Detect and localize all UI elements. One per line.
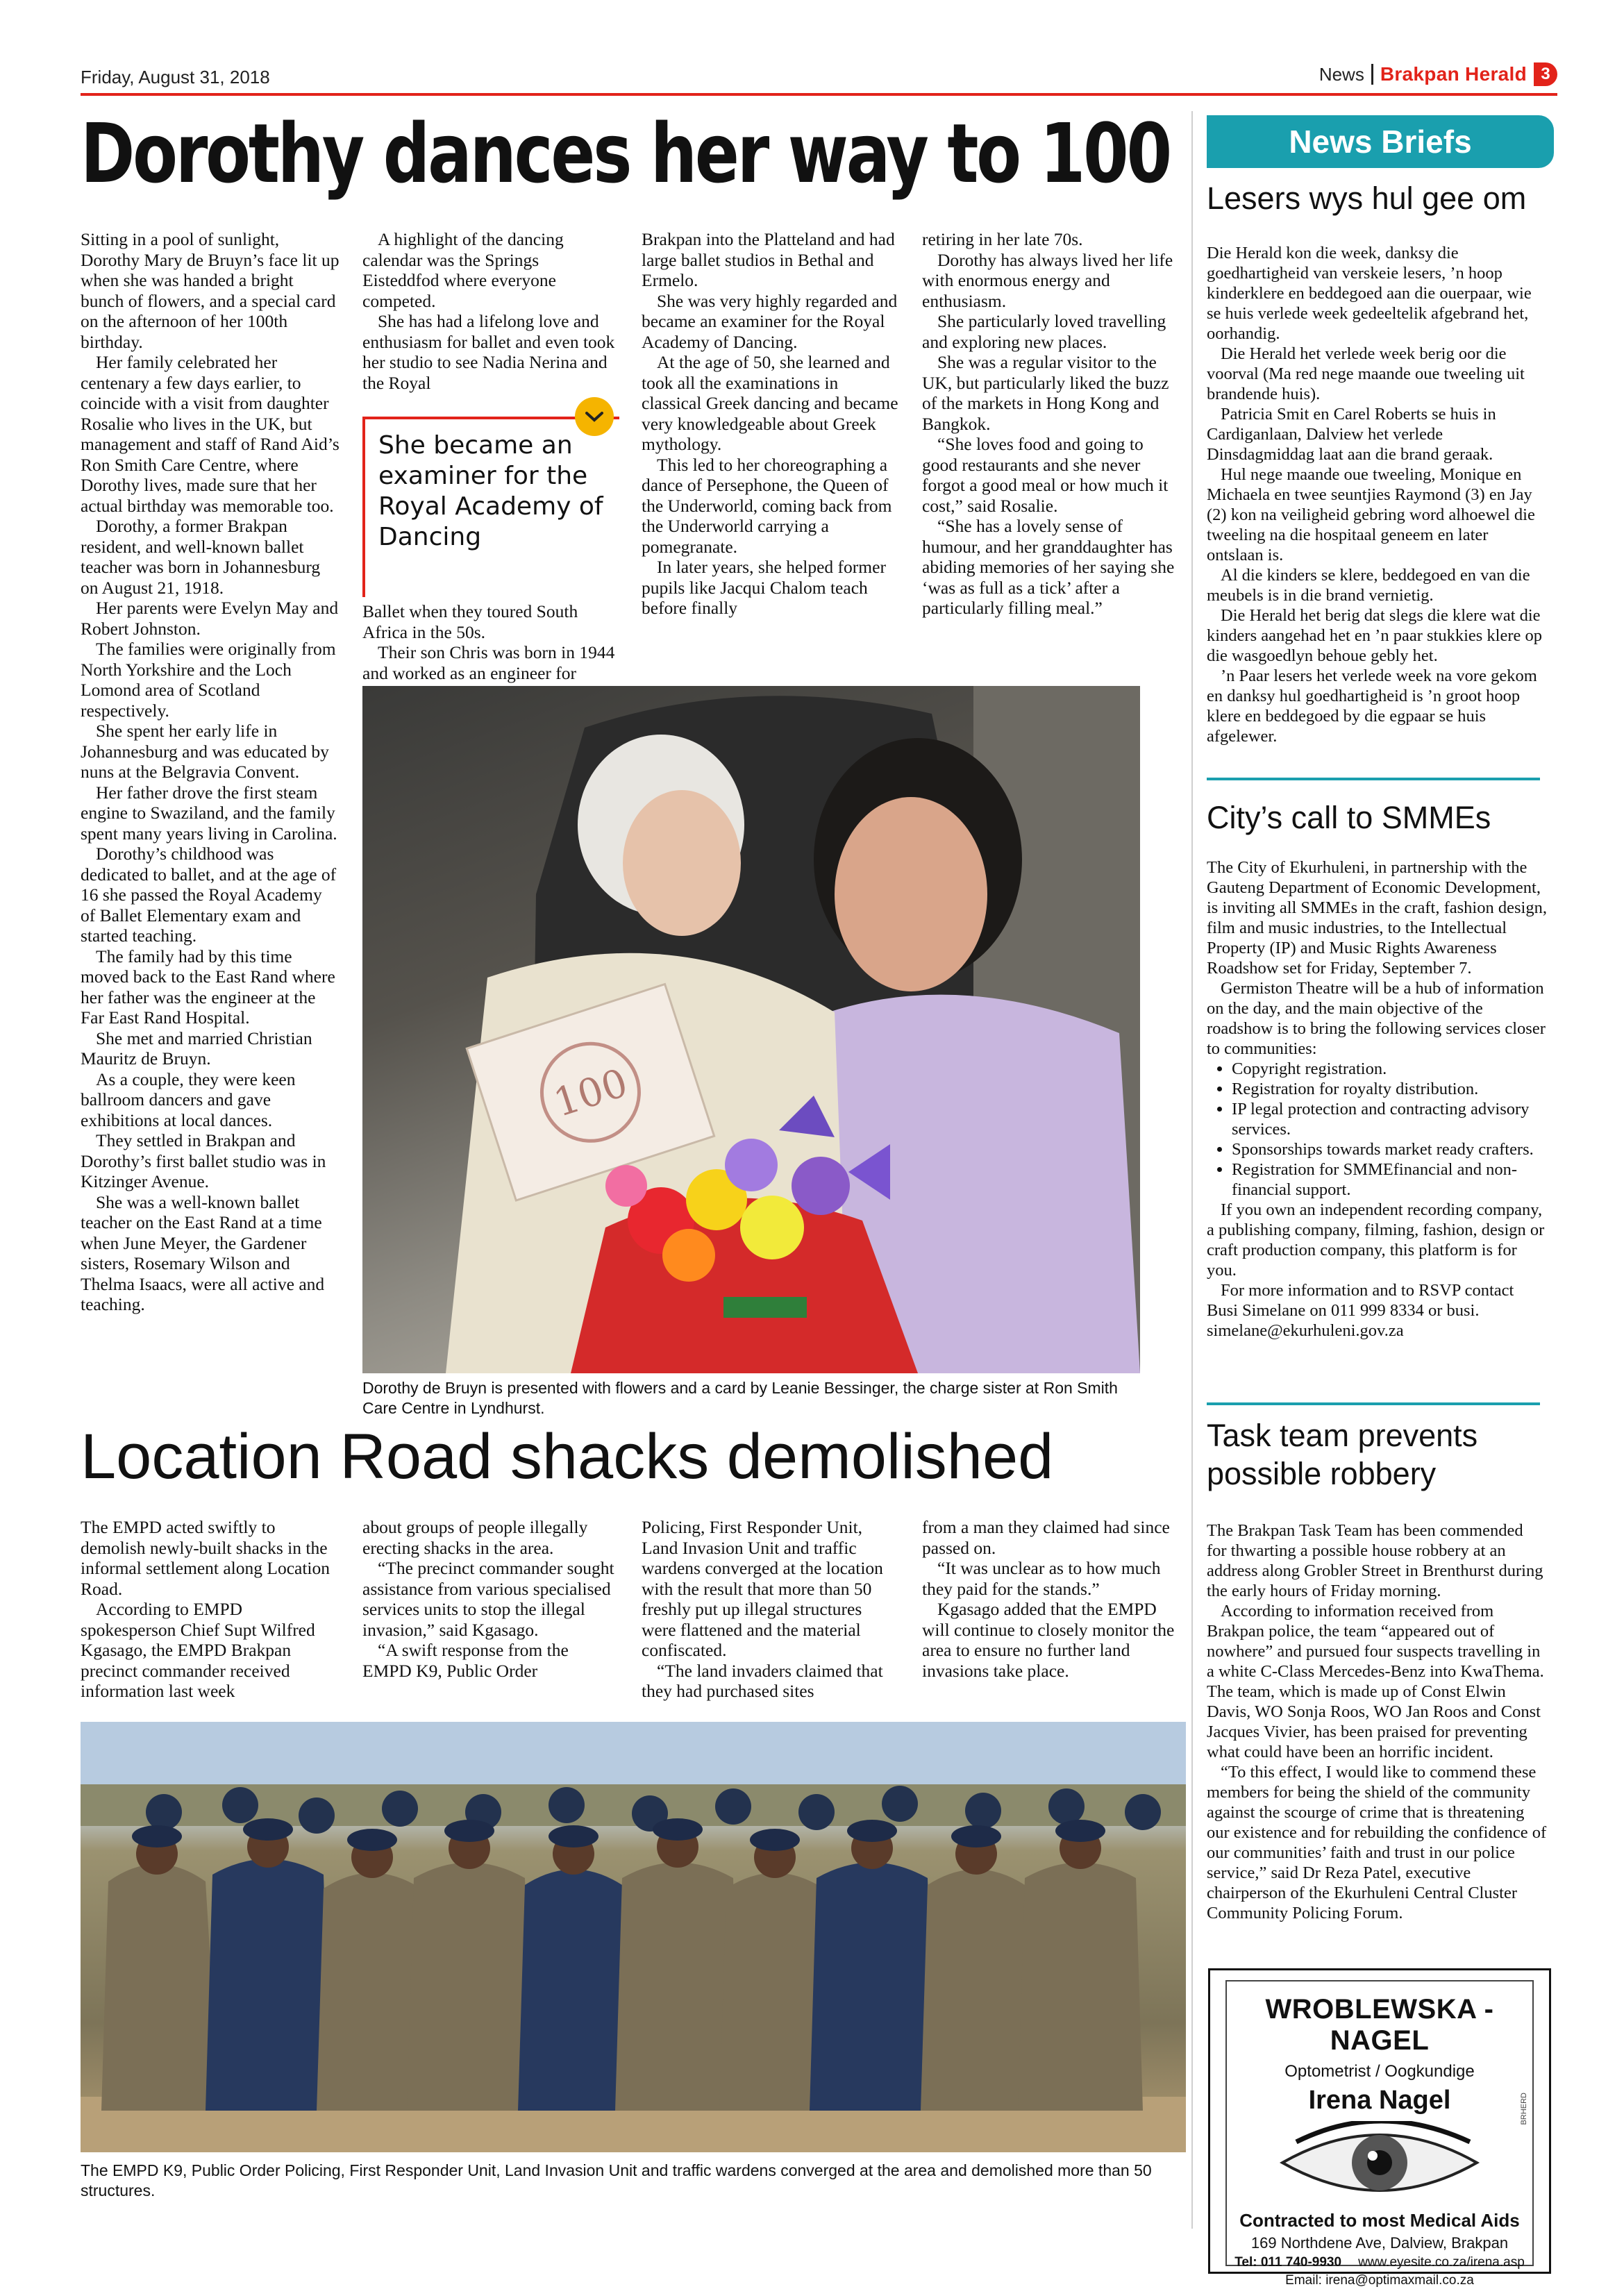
- advert-contact-row: [1227, 2255, 1532, 2270]
- column-divider: [1191, 111, 1193, 2229]
- brief-divider: [1207, 778, 1540, 780]
- advert-inner-frame: [1225, 1980, 1534, 2288]
- paragraph: from a man they claimed had since passed on.: [922, 1517, 1170, 1558]
- paragraph: Die Herald het verlede week berig oor die voorval (Ma red nege maande oue tweeling uit brandende huis).: [1207, 344, 1525, 403]
- issue-date: Friday, August 31, 2018: [81, 67, 270, 87]
- paragraph: Dorothy, a former Brakpan resident, and well-known ballet teacher was born in Johannesburg on August 21, 1918.: [81, 516, 321, 598]
- brief-2-body: [1207, 857, 1547, 1341]
- advert-name: WROBLEWSKA - NAGEL: [1265, 1994, 1494, 2056]
- brief-divider: [1207, 1402, 1540, 1405]
- paragraph: “It was unclear as to how much they paid for the stands.”: [922, 1558, 1161, 1599]
- paragraph: The Brakpan Task Team has been commended for thwarting a possible house robbery at an address along Grobler Street in Brenthurst during the early hours of Friday morning.: [1207, 1521, 1543, 1600]
- paragraph: She was a regular visitor to the UK, but particularly liked the buzz of the markets in Hong Kong and Bangkok.: [922, 352, 1169, 434]
- photo-dorothy-birthday: [362, 686, 1140, 1373]
- advert-tagline: Contracted to most Medical Aids: [1239, 2210, 1520, 2231]
- story1-column-1: [81, 229, 341, 1315]
- paragraph: This led to her choreographing a dance of Persephone, the Queen of the Underworld, coming back from the Underworld carrying a pomegranate.: [642, 454, 892, 557]
- paragraph: She has had a lifelong love and enthusiasm for ballet and even took her studio to see Nadia Nerina and the Royal: [362, 311, 615, 393]
- paragraph: Germiston Theatre will be a hub of information on the day, and the main objective of the roadshow is to bring the following services closer to communities:: [1207, 979, 1546, 1058]
- paragraph: Policing, First Responder Unit, Land Invasion Unit and traffic wardens converged at the location with the result that more than 50 freshly put up illegal structures were flattened and the material confiscated.: [642, 1517, 883, 1660]
- advert-code: BRHERD: [1520, 2093, 1528, 2125]
- advert-person: Irena Nagel: [1308, 2086, 1451, 2115]
- paragraph: Patricia Smit en Carel Roberts se huis in Cardiganlaan, Dalview het verlede Dinsdagmiddag laat aan die brand geraak.: [1207, 405, 1496, 464]
- paragraph: “She loves food and going to good restaurants and she never forgot a good meal or how much it cost,” said Rosalie.: [922, 434, 1169, 516]
- paragraph: Die Herald kon die week, danksy die goedhartigheid van verskeie lesers, ’n hoop kinderklere en beddegoed aan die ouerpaar, wie se huis verlede week gedeeltelik afgebrand het, oorhandig.: [1207, 244, 1532, 343]
- paragraph: “The land invaders claimed that they had purchased sites: [642, 1660, 883, 1701]
- services-list: [1207, 1059, 1547, 1200]
- paragraph: Her father drove the first steam engine to Swaziland, and the family spent many years living in Carolina.: [81, 782, 337, 844]
- story1-column-4: [922, 229, 1179, 619]
- paragraph: “She has a lovely sense of humour, and her granddaughter has abiding memories of her saying she ‘was as full as a tick’ after a particularly filling meal.”: [922, 516, 1175, 618]
- paragraph: “The precinct commander sought assistance from various specialised services units to stop the illegal invasion,” said Kgasago.: [362, 1558, 614, 1640]
- photo-caption-dorothy: Dorothy de Bruyn is presented with flowers and a card by Leanie Bessinger, the charge sister at Ron Smith Care Centre in Lyndhurst.: [362, 1379, 1118, 1417]
- card-number-text: 100: [549, 1060, 633, 1127]
- brief-1-headline: Lesers wys hul gee om: [1207, 181, 1527, 216]
- paragraph: Her parents were Evelyn May and Robert Johnston.: [81, 598, 339, 639]
- paragraph: Ballet when they toured South Africa in the 50s.: [362, 601, 578, 642]
- paragraph: Hul nege maande oue tweeling, Monique en Michaela en twee seuntjies Raymond (3) en Jay (2) kon na veiligheid gebring word alhoewel die tweeling na die hospitaal geneem en later ontslaan is.: [1207, 465, 1535, 564]
- paragraph: She spent her early life in Johannesburg and was educated by nuns at the Belgravia Convent.: [81, 721, 329, 782]
- brief-3-body: [1207, 1520, 1547, 1923]
- paragraph: Dorothy’s childhood was dedicated to ballet, and at the age of 16 she passed the Royal Academy of Ballet Elementary exam and started teaching.: [81, 844, 337, 946]
- brief-3-headline: Task team prevents possible robbery: [1207, 1418, 1478, 1491]
- story1-column-2-top: [362, 229, 619, 393]
- header-divider: [1371, 64, 1373, 85]
- list-item: • Sponsorships towards market ready crafters.: [1232, 1139, 1547, 1159]
- pullquote: She became an examiner for the Royal Academy of Dancing: [378, 431, 603, 551]
- list-item: • IP legal protection and contracting advisory services.: [1232, 1099, 1547, 1139]
- paragraph: ’n Paar lesers het verlede week na vore gekom en danksy hul goedhartigheid is ’n groot hoop klere en beddegoed by die egpaar se huis afgelewer.: [1207, 667, 1537, 746]
- list-item: • Registration for royalty distribution.: [1232, 1079, 1547, 1099]
- paragraph: She particularly loved travelling and exploring new places.: [922, 311, 1166, 352]
- paragraph: Kgasago added that the EMPD will continue to closely monitor the area to ensure no further land invasions take place.: [922, 1599, 1175, 1681]
- photo-caption-empd: The EMPD K9, Public Order Policing, First Responder Unit, Land Invasion Unit and traffic wardens converged at the area and demolished more than 50 structures.: [81, 2161, 1152, 2199]
- paragraph: A highlight of the dancing calendar was the Springs Eisteddfod where everyone competed.: [362, 229, 564, 311]
- paragraph: The EMPD acted swiftly to demolish newly-built shacks in the informal settlement along Location Road.: [81, 1517, 330, 1599]
- paragraph: According to information received from Brakpan police, the team “appeared out of nowhere” and pursued four suspects travelling in a white C-Class Mercedes-Benz into KwaThema. The team, which is made up of Const Elwin Davis, WO Sonja Roos, WO Jan Roos and Const Jacques Vivier, has been praised for preventing what could have been an horrific incident.: [1207, 1602, 1544, 1761]
- paragraph: “A swift response from the EMPD K9, Public Order: [362, 1640, 569, 1681]
- paragraph: At the age of 50, she learned and took all the examinations in classical Greek dancing and became very knowledgeable about Greek mythology.: [642, 352, 898, 454]
- paragraph: retiring in her late 70s.: [922, 229, 1083, 249]
- news-briefs-tab: News Briefs: [1207, 115, 1554, 168]
- paragraph: The family had by this time moved back to the East Rand where her father was the engineer at the Far East Rand Hospital.: [81, 946, 335, 1028]
- paragraph: about groups of people illegally erecting shacks in the area.: [362, 1517, 588, 1558]
- brief-2-headline: City’s call to SMMEs: [1207, 800, 1491, 835]
- advert-tel: Tel: 011 740-9930: [1234, 2255, 1342, 2270]
- optometrist-advert: [1208, 1968, 1551, 2288]
- photo-empd-officers: [81, 1722, 1186, 2152]
- paragraph: As a couple, they were keen ballroom dancers and gave exhibitions at local dances.: [81, 1069, 296, 1130]
- advert-web: www.eyesite.co.za/irena.asp: [1358, 2255, 1525, 2270]
- paragraph: In later years, she helped former pupils like Jacqui Chalom teach before finally: [642, 557, 886, 618]
- advert-email: Email: irena@optimaxmail.co.za: [1285, 2273, 1474, 2288]
- brief-1-body: [1207, 243, 1547, 746]
- paragraph: Brakpan into the Platteland and had large ballet studios in Bethal and Ermelo.: [642, 229, 895, 290]
- paragraph: She met and married Christian Mauritz de Bruyn.: [81, 1028, 312, 1069]
- list-item: • Registration for SMMEfinancial and non-financial support.: [1232, 1159, 1547, 1200]
- list-item: • Copyright registration.: [1232, 1059, 1547, 1079]
- advert-subtitle: Optometrist / Oogkundige: [1284, 2062, 1475, 2081]
- paragraph: Al die kinders se klere, beddegoed en van die meubels is in die brand vernietig.: [1207, 566, 1530, 605]
- story2-column-4: [922, 1517, 1179, 1681]
- paragraph: They settled in Brakpan and Dorothy’s first ballet studio was in Kitzinger Avenue.: [81, 1130, 326, 1191]
- paragraph: “To this effect, I would like to commend these members for being the shield of the community against the scourge of crime that is threatening our existence and for rebuilding the confidence of our communities’ faith and trust in our police service,” said Dr Reza Patel, executive chairperson of the Ekurhuleni Central Cluster Community Policing Forum.: [1207, 1763, 1547, 1922]
- headline-location-road: Location Road shacks demolished: [81, 1421, 1054, 1492]
- paragraph: Die Herald het berig dat slegs die klere wat die kinders aangehad het en ’n paar stukkies klere op die wasgoedlyn behoue gebly het.: [1207, 606, 1543, 665]
- advert-address: 169 Northdene Ave, Dalview, Brakpan: [1250, 2234, 1509, 2252]
- brand-logo: Brakpan Herald: [1380, 63, 1527, 85]
- header-rule: [81, 93, 1557, 96]
- paragraph: The City of Ekurhuleni, in partnership with the Gauteng Department of Economic Development, is inviting all SMMEs in the craft, fashion design, film and music industries, to the Intellectual Property (IP) and Music Rights Awareness Roadshow set for Friday, September 7.: [1207, 858, 1547, 978]
- paragraph: Her family celebrated her centenary a few days earlier, to coincide with a visit from daughter Rosalie who lives in the UK, but management and staff of Rand Aid’s Ron Smith Care Centre, where Dorothy lives, made sure that her actual birthday was memorable too.: [81, 352, 340, 516]
- paragraph: If you own an independent recording company, a publishing company, filming, fashion, design or craft production company, this platform is for you.: [1207, 1200, 1545, 1280]
- story2-column-2: [362, 1517, 619, 1681]
- paragraph: She was very highly regarded and became an examiner for the Royal Academy of Dancing.: [642, 290, 898, 352]
- paragraph: The families were originally from North Yorkshire and the Loch Lomond area of Scotland respectively.: [81, 639, 336, 721]
- headline-dorothy: Dorothy dances her way to 100: [81, 106, 1171, 201]
- paragraph: Their son Chris was born in 1944 and worked as an engineer for: [362, 642, 615, 683]
- page-header-right: [1319, 62, 1557, 86]
- story1-column-3: [642, 229, 898, 619]
- paragraph: According to EMPD spokesperson Chief Supt Wilfred Kgasago, the EMPD Brakpan precinct commander received information last week: [81, 1599, 315, 1701]
- section-name: News: [1319, 63, 1364, 85]
- story2-column-1: [81, 1517, 341, 1702]
- paragraph: She was a well-known ballet teacher on the East Rand at a time when June Meyer, the Gardener sisters, Rosemary Wilson and Thelma Isaacs, were all active and teaching.: [81, 1191, 325, 1314]
- eye-icon: [1275, 2121, 1484, 2204]
- page-number: 3: [1534, 62, 1557, 86]
- paragraph: For more information and to RSVP contact Busi Simelane on 011 999 8334 or busi. simelane@ekurhuleni.gov.za: [1207, 1281, 1514, 1340]
- paragraph: Sitting in a pool of sunlight, Dorothy Mary de Bruyn’s face lit up when she was handed a bright bunch of flowers, and a special card on the afternoon of her 100th birthday.: [81, 229, 340, 352]
- paragraph: Dorothy has always lived her life with enormous energy and enthusiasm.: [922, 249, 1173, 311]
- story2-column-3: [642, 1517, 898, 1702]
